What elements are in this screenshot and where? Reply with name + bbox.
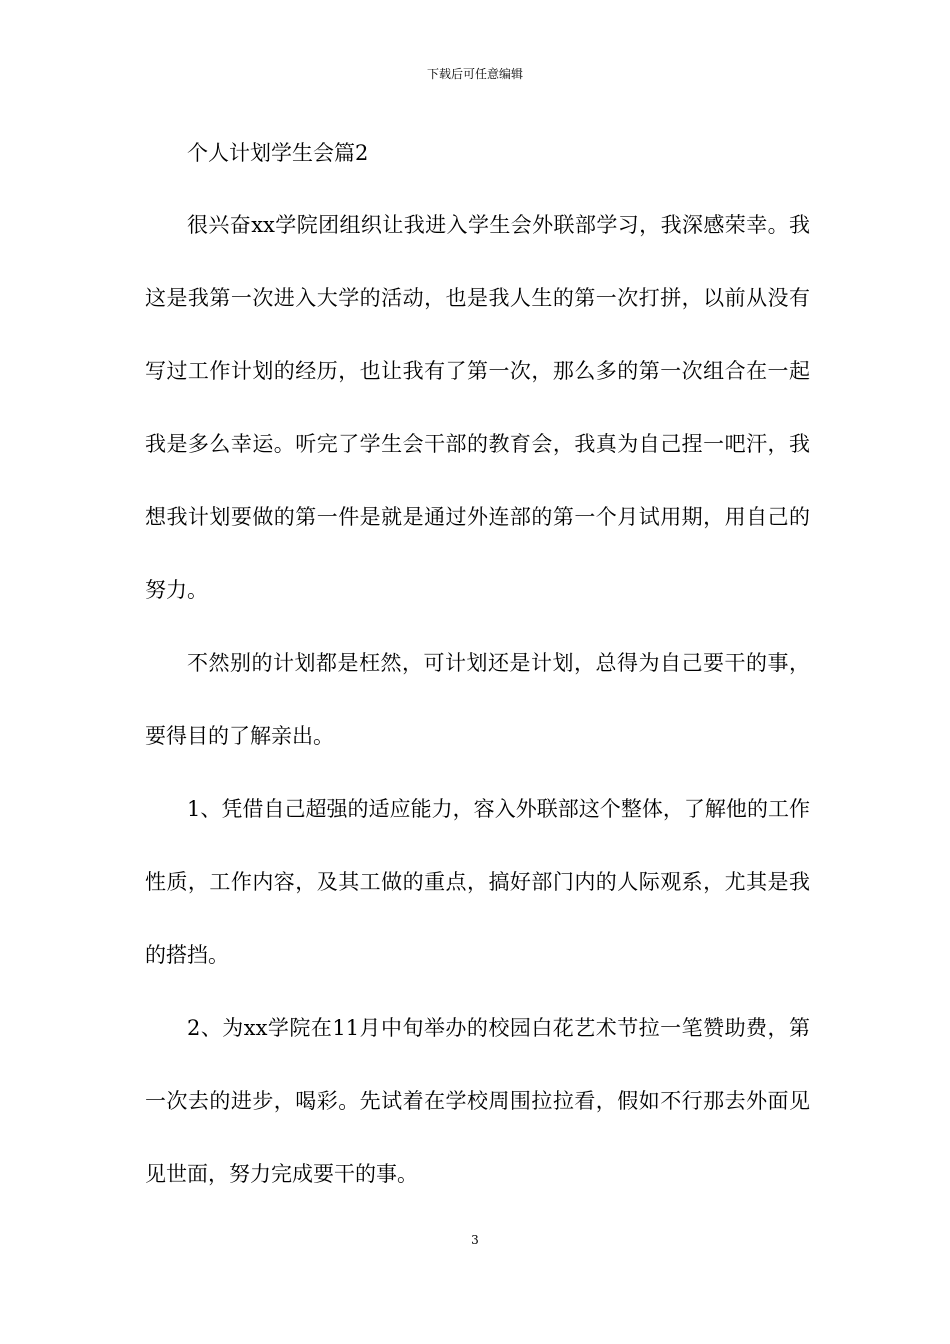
paragraph-3: 1、凭借自己超强的适应能力，容入外联部这个整体，了解他的工作性质，工作内容，及其工做的重点，搞好部门内的人际观系，尤其是我的搭挡。 (145, 797, 810, 967)
paragraph-4: 2、为xx学院在11月中旬举办的校园白花艺术节拉一笔赞助费，第一次去的进步，喝彩。先试着在学校周围拉拉看，假如不行那去外面见见世面，努力完成要干的事。 (145, 1016, 810, 1186)
page-number: 3 (471, 1233, 479, 1247)
document-title: 个人计划学生会篇2 (187, 141, 369, 165)
paragraph-1: 很兴奋xx学院团组织让我进入学生会外联部学习，我深感荣幸。我这是我第一次进入大学的活动，也是我人生的第一次打拼，以前从没有写过工作计划的经历，也让我有了第一次，那么多的第一次组合在一起我是多么幸运。听完了学生会干部的教育会，我真为自己捏一吧汗，我想我计划要做的第一件是就是通过外连部的第一个月试用期，用自己的努力。 (145, 213, 810, 602)
document-body (145, 130, 810, 1211)
paragraph-2: 不然别的计划都是枉然，可计划还是计划，总得为自己要干的事，要得目的了解亲出。 (145, 651, 810, 748)
header-note: 下载后可任意编辑 (426, 67, 523, 81)
